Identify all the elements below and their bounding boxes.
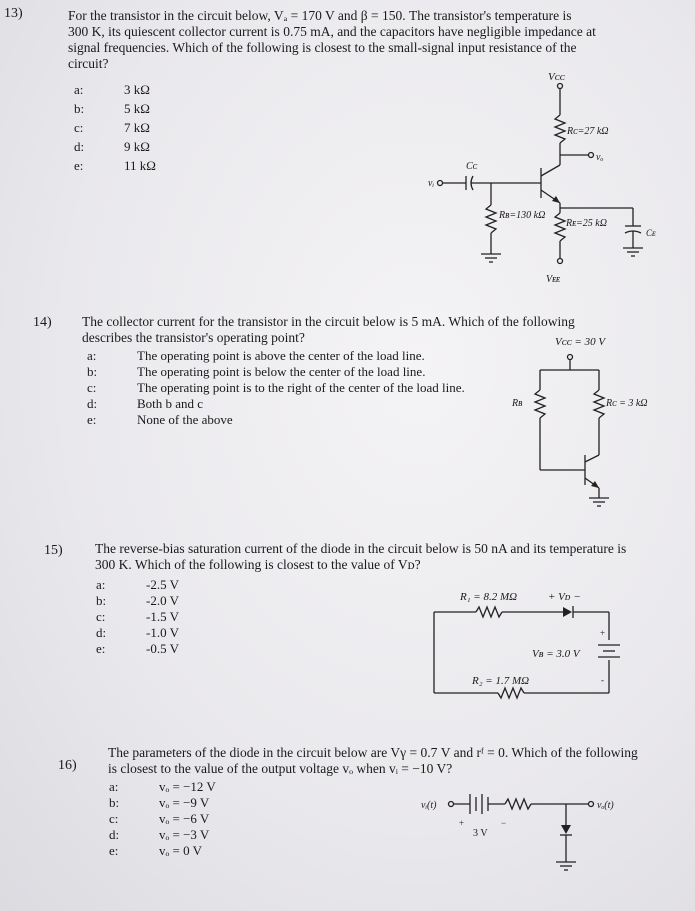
- option-label: a:: [74, 82, 84, 97]
- option-label: c:: [87, 380, 97, 395]
- option-label: e:: [109, 843, 119, 858]
- option-label: d:: [109, 827, 120, 842]
- q14-number: 14): [33, 315, 52, 330]
- option-text: The operating point is to the right of the center of the load line.: [137, 380, 465, 395]
- q13-rb-label: Rʙ=130 kΩ: [499, 210, 546, 221]
- option-label: d:: [74, 139, 85, 154]
- q15-number: 15): [44, 543, 63, 558]
- q15-stem-line: 300 K. Which of the following is closest to the value of Vᴅ?: [95, 557, 421, 572]
- option-label: a:: [87, 348, 97, 363]
- q15-r1-label: R₁ = 8.2 MΩ: [460, 591, 518, 603]
- q14-vcc-label: Vᴄᴄ = 30 V: [555, 336, 606, 348]
- option-label: e:: [96, 641, 106, 656]
- q15-stem-line: The reverse-bias saturation current of the diode in the circuit below is 50 nA and its temperature is: [95, 541, 627, 556]
- option-label: b:: [74, 101, 85, 116]
- option-label: d:: [87, 396, 98, 411]
- q16-vo-label: vₒ(t): [597, 800, 614, 811]
- option-text: The operating point is below the center of the load line.: [137, 364, 426, 379]
- q13-vcc-label: Vᴄᴄ: [548, 71, 565, 83]
- option-label: b:: [109, 795, 120, 810]
- option-label: a:: [109, 779, 119, 794]
- option-text: -0.5 V: [146, 641, 179, 656]
- option-label: c:: [74, 120, 84, 135]
- diode-symbol: [561, 825, 571, 834]
- option-text: vₒ = −9 V: [159, 795, 210, 810]
- q16-stem-line: is closest to the value of the output voltage vₒ when vᵢ = −10 V?: [108, 761, 453, 776]
- option-label: e:: [87, 412, 97, 427]
- q13-stem-line: signal frequencies. Which of the following is closest to the small-signal input resistance of the: [68, 40, 577, 55]
- option-text: vₒ = −3 V: [159, 827, 210, 842]
- q13-cc-label: Cᴄ: [466, 161, 478, 172]
- q13-ce-label: Cᴇ: [646, 228, 656, 238]
- q15-vb-label: Vʙ = 3.0 V: [532, 648, 580, 660]
- q14-rc-label: Rᴄ = 3 kΩ: [606, 398, 648, 409]
- q16-src-label: 3 V: [473, 828, 488, 839]
- option-text: vₒ = 0 V: [159, 843, 202, 858]
- q16-plus: +: [459, 818, 465, 828]
- option-text: 11 kΩ: [124, 158, 156, 173]
- resistor: [505, 799, 531, 809]
- option-text: -1.0 V: [146, 625, 179, 640]
- q15-vd-label: + Vᴅ −: [548, 591, 581, 603]
- q15-r2-label: R₂ = 1.7 MΩ: [472, 675, 530, 687]
- q13-stem-line: 300 K, its quiescent collector current is 0.75 mA, and the capacitors have negligible impedance at: [68, 24, 596, 39]
- q13-stem-line: For the transistor in the circuit below, Vₐ = 170 V and β = 150. The transistor's temperature is: [68, 8, 572, 23]
- option-text: 5 kΩ: [124, 101, 150, 116]
- q13-rc-label: Rᴄ=27 kΩ: [567, 126, 609, 137]
- option-text: -2.0 V: [146, 593, 179, 608]
- option-text: 9 kΩ: [124, 139, 150, 154]
- q13-vee-label: Vᴇᴇ: [546, 274, 560, 285]
- option-label: e:: [74, 158, 84, 173]
- q14-stem-line: The collector current for the transistor in the circuit below is 5 mA. Which of the following: [82, 314, 575, 329]
- q14-rb-label: Rʙ: [512, 398, 523, 409]
- option-label: d:: [96, 625, 107, 640]
- option-text: The operating point is above the center of the load line.: [137, 348, 425, 363]
- q16-minus: −: [501, 818, 507, 828]
- option-text: Both b and c: [137, 396, 204, 411]
- option-text: 3 kΩ: [124, 82, 150, 97]
- q14-stem-line: describes the transistor's operating point?: [82, 330, 305, 345]
- option-label: c:: [96, 609, 106, 624]
- q15-minus: -: [601, 675, 604, 685]
- option-text: -2.5 V: [146, 577, 179, 592]
- option-text: None of the above: [137, 412, 233, 427]
- option-label: b:: [87, 364, 98, 379]
- q13-vo-label: vₒ: [596, 152, 604, 163]
- q13-number: 13): [4, 6, 23, 21]
- option-text: vₒ = −12 V: [159, 779, 216, 794]
- option-text: -1.5 V: [146, 609, 179, 624]
- q13-stem-line: circuit?: [68, 56, 109, 71]
- option-text: vₒ = −6 V: [159, 811, 210, 826]
- vi-terminal: [449, 802, 454, 807]
- option-label: b:: [96, 593, 107, 608]
- option-label: a:: [96, 577, 106, 592]
- q15-plus: +: [600, 628, 606, 638]
- q16-number: 16): [58, 758, 77, 773]
- vo-terminal: [589, 802, 594, 807]
- option-label: c:: [109, 811, 119, 826]
- q13-re-label: Rᴇ=25 kΩ: [566, 218, 607, 229]
- q16-stem-line: The parameters of the diode in the circuit below are Vγ = 0.7 V and rᶠ = 0. Which of the following: [108, 745, 638, 760]
- option-text: 7 kΩ: [124, 120, 150, 135]
- q16-vi-label: vᵢ(t): [421, 800, 437, 811]
- q13-vi-label: vᵢ: [428, 178, 435, 189]
